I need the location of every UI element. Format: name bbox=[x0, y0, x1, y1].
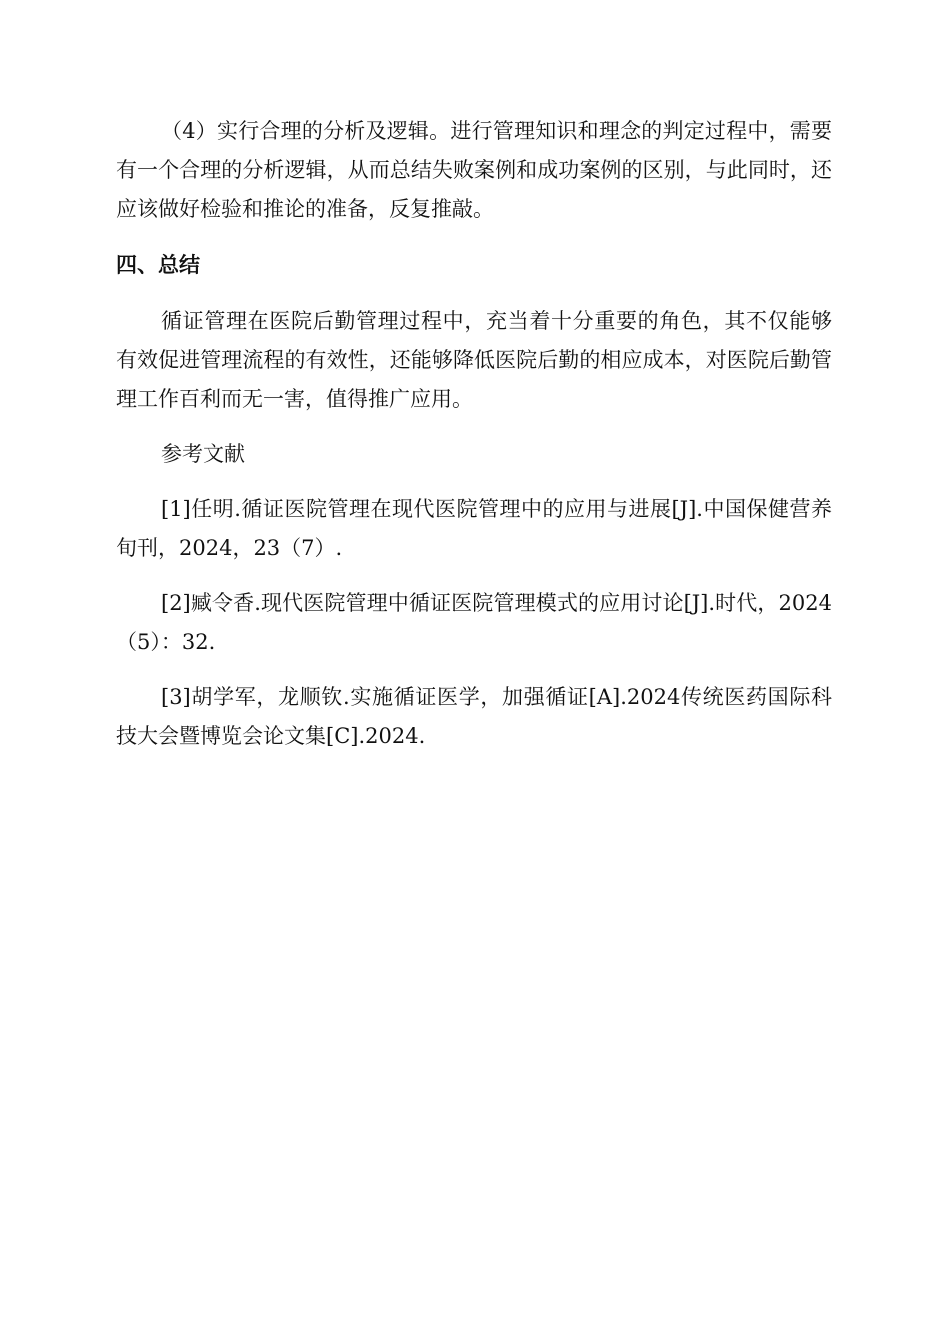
reference-item-2: [2]臧令香.现代医院管理中循证医院管理模式的应用讨论[J].时代，2024（5）：32. bbox=[116, 591, 832, 654]
section-heading-summary: 四、总结 bbox=[116, 253, 200, 277]
paragraph-analysis-logic: （4）实行合理的分析及逻辑。进行管理知识和理念的判定过程中，需要有一个合理的分析逻辑，从而总结失败案例和成功案例的区别，与此同时，还应该做好检验和推论的准备，反复推敲。 bbox=[116, 119, 832, 221]
paragraph-summary: 循证管理在医院后勤管理过程中，充当着十分重要的角色，其不仅能够有效促进管理流程的有效性，还能够降低医院后勤的相应成本，对医院后勤管理工作百利而无一害，值得推广应用。 bbox=[116, 309, 832, 411]
reference-item-3: [3]胡学军，龙顺钦.实施循证医学，加强循证[A].2024传统医药国际科技大会暨博览会论文集[C].2024. bbox=[116, 685, 832, 748]
document-page bbox=[116, 112, 832, 756]
reference-item-1: [1]任明.循证医院管理在现代医院管理中的应用与进展[J].中国保健营养旬刊，2024，23（7）. bbox=[116, 497, 832, 560]
references-title: 参考文献 bbox=[161, 442, 245, 466]
